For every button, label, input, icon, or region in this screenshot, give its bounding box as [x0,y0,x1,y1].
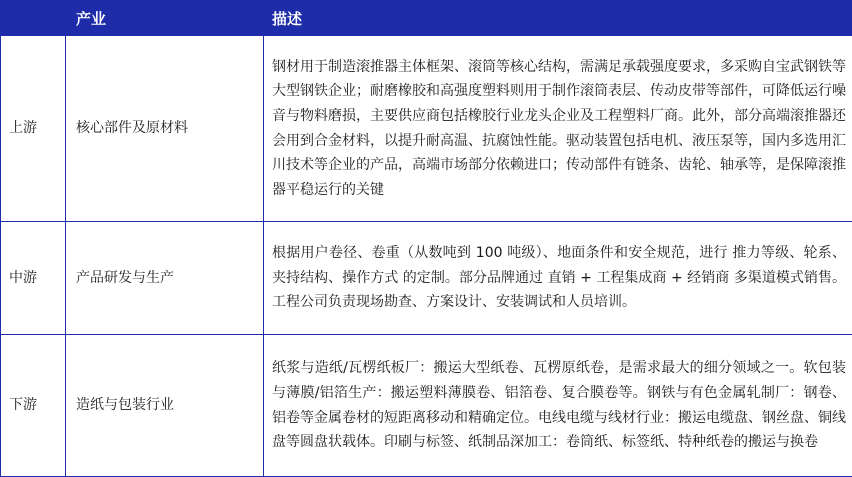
description-cell: 钢材用于制造滚推器主体框架、滚筒等核心结构，需满足承载强度要求，多采购自宝武钢铁等大型钢铁企业；耐磨橡胶和高强度塑料则用于制作滚筒表层、传动皮带等部件，可降低运行噪音与物料磨损，主要供应商包括橡胶行业龙头企业及工程塑料厂商。此外，部分高端滚推器还会用到合金材料，以提升耐高温、抗腐蚀性能。驱动装置包括电机、液压泵等，国内多选用汇川技术等企业的产品，高端市场部分依赖进口；传动部件有链条、齿轮、轴承等，是保障滚推器平稳运行的关键 [264,36,852,222]
table-row-upstream [1,36,852,222]
description-cell: 纸浆与造纸/瓦楞纸板厂：搬运大型纸卷、瓦楞原纸卷，是需求最大的细分领域之一。软包装与薄膜/铝箔生产：搬运塑料薄膜卷、铝箔卷、复合膜卷等。钢铁与有色金属轧制厂：钢卷、铝卷等金属卷材的短距离移动和精确定位。电线电缆与线材行业：搬运电缆盘、钢丝盘、铜线盘等圆盘状载体。印刷与标签、纸制品深加工：卷筒纸、标签纸、特种纸卷的搬运与换卷 [264,335,852,477]
stage-cell: 上游 [1,36,66,222]
header-stage [1,1,66,36]
category-cell: 造纸与包装行业 [66,335,264,477]
header-description: 描述 [264,1,852,36]
table-header-row [1,1,852,36]
table-row-midstream [1,222,852,335]
table-row-downstream [1,335,852,477]
stage-cell: 下游 [1,335,66,477]
category-cell: 产品研发与生产 [66,222,264,335]
description-cell: 根据用户卷径、卷重（从数吨到 100 吨级）、地面条件和安全规范，进行 推力等级、轮系、夹持结构、操作方式 的定制。部分品牌通过 直销 + 工程集成商 + 经销商 多渠道模式销售。工程公司负责现场勘查、方案设计、安装调试和人员培训。 [264,222,852,335]
header-industry: 产业 [66,1,264,36]
category-cell: 核心部件及原材料 [66,36,264,222]
stage-cell: 中游 [1,222,66,335]
